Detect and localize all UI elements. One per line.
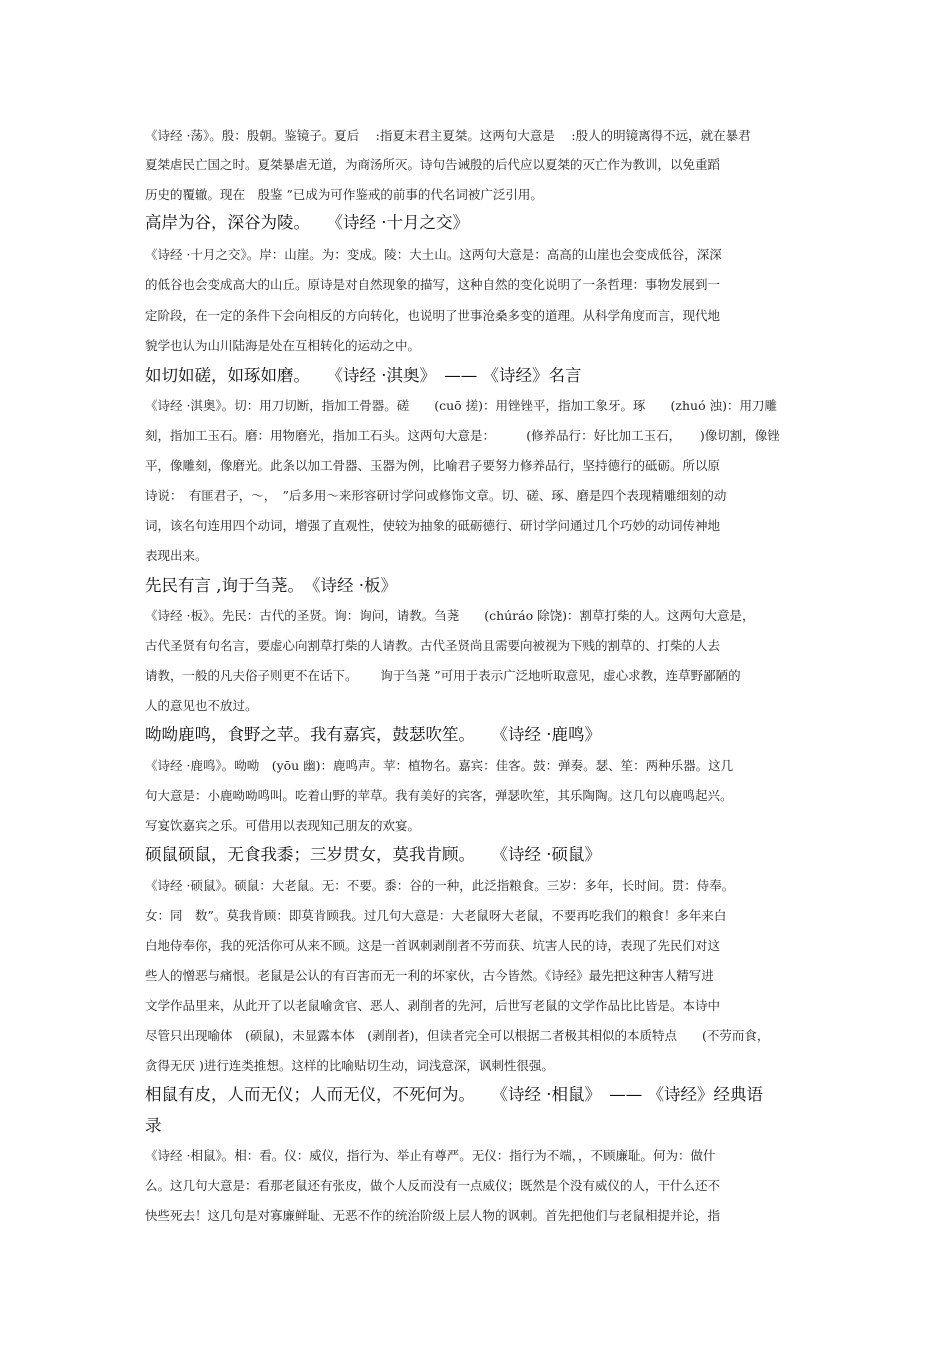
- text-line: 词，该名句连用四个动词，增强了直观性，使较为抽象的砥砺德行、研讨学问通过几个巧妙的动词传神地: [145, 518, 721, 533]
- quote-heading: 相鼠有皮，人而无仪；人而无仪，不死何为。 《诗经 ·相鼠》 —— 《诗经》经典语: [145, 1085, 763, 1104]
- text-line: 刻，指加工玉石。磨：用物磨光，指加工石头。这两句大意是： (修养品行：好比加工玉石， )像切割，像锉: [145, 428, 780, 443]
- text-line: 请教，一般的凡夫俗子则更不在话下。 询于刍荛 ”可用于表示广泛地听取意见，虚心求教，连草野鄙陋的: [145, 668, 741, 683]
- text-line: 么。这几句大意是：看那老鼠还有张皮，做个人反而没有一点威仪；既然是个没有威仪的人，干什么还不: [145, 1178, 721, 1193]
- text-line: 句大意是：小鹿呦呦鸣叫。吃着山野的苹草。我有美好的宾客，弹瑟吹笙，其乐陶陶。这几句以鹿鸣起兴。: [145, 788, 733, 803]
- quote-heading: 呦呦鹿鸣，食野之苹。我有嘉宾，鼓瑟吹笙。 《诗经 ·鹿鸣》: [145, 725, 601, 744]
- text-line: 些人的憎恶与痛恨。老鼠是公认的有百害而无一利的坏家伙，古今皆然。《诗经》最先把这种害人精写进: [145, 968, 714, 983]
- text-line: 《诗经 ·淇奥》。切：用刀切断，指加工骨器。磋 (cuō 搓)：用锉锉平，指加工象牙。琢 (zhuó 浊)：用刀雕: [145, 398, 777, 413]
- text-line: 平，像雕刻，像磨光。此条以加工骨器、玉器为例，比喻君子要努力修养品行，坚持德行的砥砺。所以原: [145, 458, 721, 473]
- text-line: 夏桀虐民亡国之时。夏桀暴虐无道，为商汤所灭。诗句告诫殷的后代应以夏桀的灭亡作为教训，以免重蹈: [145, 157, 721, 172]
- text-line: 《诗经 ·十月之交》。岸：山崖。为：变成。陵：大土山。这两句大意是：高高的山崖也会变成低谷，深深: [145, 247, 722, 262]
- text-line: 历史的覆辙。现在 殷鉴 ”已成为可作鉴戒的前事的代名词被广泛引用。: [145, 187, 543, 202]
- text-line: 写宴饮嘉宾之乐。可借用以表现知己朋友的欢宴。: [145, 818, 421, 833]
- text-line: 《诗经 ·鹿鸣》。呦呦 (yōu 幽)：鹿鸣声。苹：植物名。嘉宾：佳客。鼓：弹奏。瑟、笙：两种乐器。这几: [145, 758, 734, 773]
- text-line: 《诗经 ·相鼠》。相：看。仪：威仪，指行为、举止有尊严。无仪：指行为不端，，不顾廉耻。何为：做什: [145, 1148, 716, 1163]
- text-line: 人的意见也不放过。: [145, 698, 258, 713]
- text-line: 文学作品里来，从此开了以老鼠喻贪官、恶人、剥削者的先河，后世写老鼠的文学作品比比皆是。本诗中: [145, 998, 721, 1013]
- text-line: 白地侍奉你，我的死活你可从来不顾。这是一首讽刺剥削者不劳而获、坑害人民的诗，表现了先民们对这: [145, 938, 721, 953]
- text-line: 《诗经 ·板》。先民：古代的圣贤。询：询问，请教。刍荛 (chúráo 除饶)：割草打柴的人。这两句大意是，: [145, 608, 755, 623]
- text-line: 《诗经 ·硕鼠》。硕鼠：大老鼠。无：不要。黍：谷的一种，此泛指粮食。三岁：多年，长时间。贯：侍奉。: [145, 878, 735, 893]
- quote-heading: 高岸为谷，深谷为陵。 《诗经 ·十月之交》: [145, 213, 469, 232]
- text-line: 诗说： 有匪君子，～， ”后多用～来形容研讨学问或修饰文章。切、磋、琢、磨是四个表现精雕细刻的动: [145, 488, 727, 503]
- quote-heading: 先民有言 ,询于刍荛。 《诗经 ·板》: [145, 576, 397, 595]
- text-line: 貌学也认为山川陆海是处在互相转化的运动之中。: [145, 338, 421, 353]
- text-line: 快些死去！这几句是对寡廉鲜耻、无恶不作的统治阶级上层人物的讽刺。首先把他们与老鼠相提并论，指: [145, 1208, 721, 1223]
- quote-heading: 如切如磋，如琢如磨。 《诗经 ·淇奥》 —— 《诗经》名言: [145, 366, 582, 385]
- text-line: 《诗经 ·荡》。殷：殷朝。鉴镜子。夏后 :指夏末君主夏桀。这两句大意是 :殷人的明镜离得不远，就在暴君: [145, 128, 751, 143]
- quote-heading: 硕鼠硕鼠，无食我黍；三岁贯女，莫我肯顾。 《诗经 ·硕鼠》: [145, 845, 601, 864]
- text-line: 表现出来。: [145, 548, 208, 563]
- quote-heading: 录: [145, 1116, 162, 1135]
- text-line: 贪得无厌 )进行连类推想。这样的比喻贴切生动，词浅意深，讽刺性很强。: [145, 1058, 554, 1073]
- text-line: 的低谷也会变成高大的山丘。原诗是对自然现象的描写，这种自然的变化说明了一条哲理：事物发展到一: [145, 277, 721, 292]
- text-line: 女：同 数”。莫我肯顾：即莫肯顾我。过几句大意是：大老鼠呀大老鼠，不要再吃我们的粮食！多年来白: [145, 908, 727, 923]
- text-line: 尽管只出现喻体 (硕鼠)，未显露本体 (剥削者)，但读者完全可以根据二者极其相似的本质特点 (不劳而食，: [145, 1028, 770, 1043]
- text-line: 定阶段，在一定的条件下会向相反的方向转化，也说明了世事沧桑多变的道理。从科学角度而言，现代地: [145, 308, 721, 323]
- text-line: 古代圣贤有句名言，要虚心向割草打柴的人请教。古代圣贤尚且需要向被视为下贱的割草的、打柴的人去: [145, 638, 721, 653]
